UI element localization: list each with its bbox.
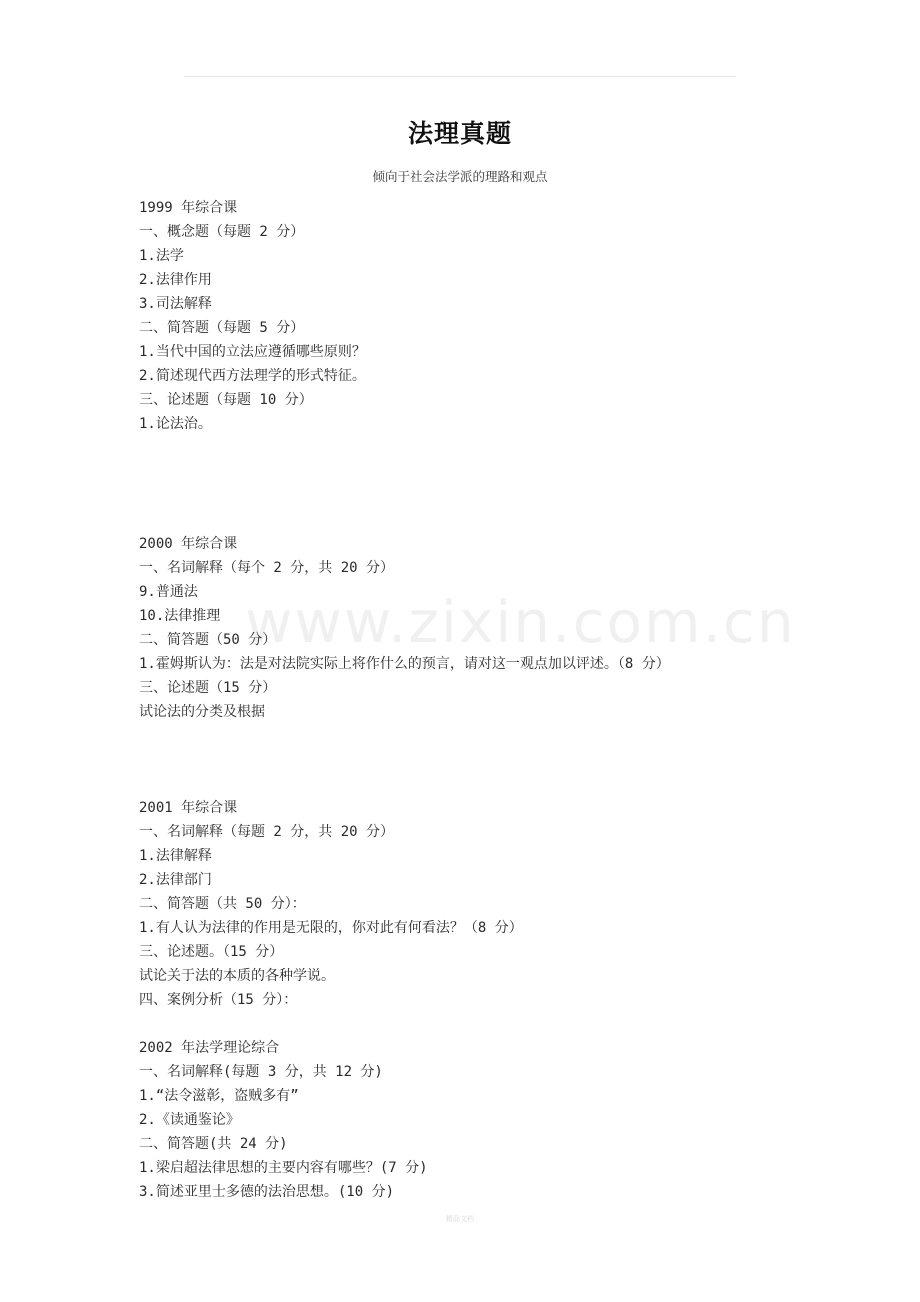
question-line: 一、名词解释（每题 2 分，共 20 分） [139,824,395,840]
question-line: 2.法律部门 [139,872,212,888]
section-heading-2002: 2002 年法学理论综合 [139,1040,280,1056]
section-heading-1999: 1999 年综合课 [139,200,238,216]
question-line: 试论关于法的本质的各种学说。 [139,968,335,984]
header-divider [184,76,736,77]
question-line: 一、名词解释(每题 3 分，共 12 分) [139,1064,383,1080]
question-line: 二、简答题（50 分） [139,632,277,648]
blank-line [139,1012,839,1036]
question-line: 二、简答题（共 50 分）： [139,896,306,912]
question-line: 9.普通法 [139,584,198,600]
question-line: 1.当代中国的立法应遵循哪些原则？ [139,344,366,360]
blank-line [139,772,839,796]
question-line: 试论法的分类及根据 [139,704,265,720]
question-line: 四、案例分析（15 分）： [139,992,298,1008]
question-line: 3.司法解释 [139,296,212,312]
blank-line [139,724,839,748]
question-line: 2.《读通鉴论》 [139,1112,240,1128]
question-line: 10.法律推理 [139,608,221,624]
blank-line [139,484,839,508]
blank-line [139,436,839,460]
page-subtitle: 倾向于社会法学派的理路和观点 [372,169,548,184]
blank-line [139,460,839,484]
question-line: 三、论述题（每题 10 分） [139,392,313,408]
section-heading-2000: 2000 年综合课 [139,536,238,552]
question-line: 2.简述现代西方法理学的形式特征。 [139,368,366,384]
question-line: 二、简答题(共 24 分) [139,1136,288,1152]
question-line: 1.法律解释 [139,848,212,864]
question-line: 1.“法令滋彰，盗贼多有” [139,1088,299,1104]
question-line: 三、论述题（15 分） [139,680,277,696]
blank-line [139,748,839,772]
question-line: 二、简答题（每题 5 分） [139,320,305,336]
question-line: 一、概念题（每题 2 分） [139,224,305,240]
blank-line [139,508,839,532]
question-line: 1.论法治。 [139,416,212,432]
question-line: 3.简述亚里士多德的法治思想。(10 分) [139,1184,395,1200]
question-line: 一、名词解释（每个 2 分，共 20 分） [139,560,395,576]
question-line: 1.有人认为法律的作用是无限的，你对此有何看法？（8 分） [139,920,523,936]
question-line: 1.梁启超法律思想的主要内容有哪些？(7 分) [139,1160,428,1176]
question-line: 1.霍姆斯认为：法是对法院实际上将作什么的预言，请对这一观点加以评述。（8 分） [139,656,670,672]
question-line: 1.法学 [139,248,184,264]
document-body [139,196,839,1204]
question-line: 2.法律作用 [139,272,212,288]
section-heading-2001: 2001 年综合课 [139,800,238,816]
page-title: 法理真题 [407,119,512,148]
question-line: 三、论述题。（15 分） [139,944,284,960]
watermark: www.zixin.com.cn [245,588,796,656]
footer-mark: 精品文档 [446,1215,474,1223]
